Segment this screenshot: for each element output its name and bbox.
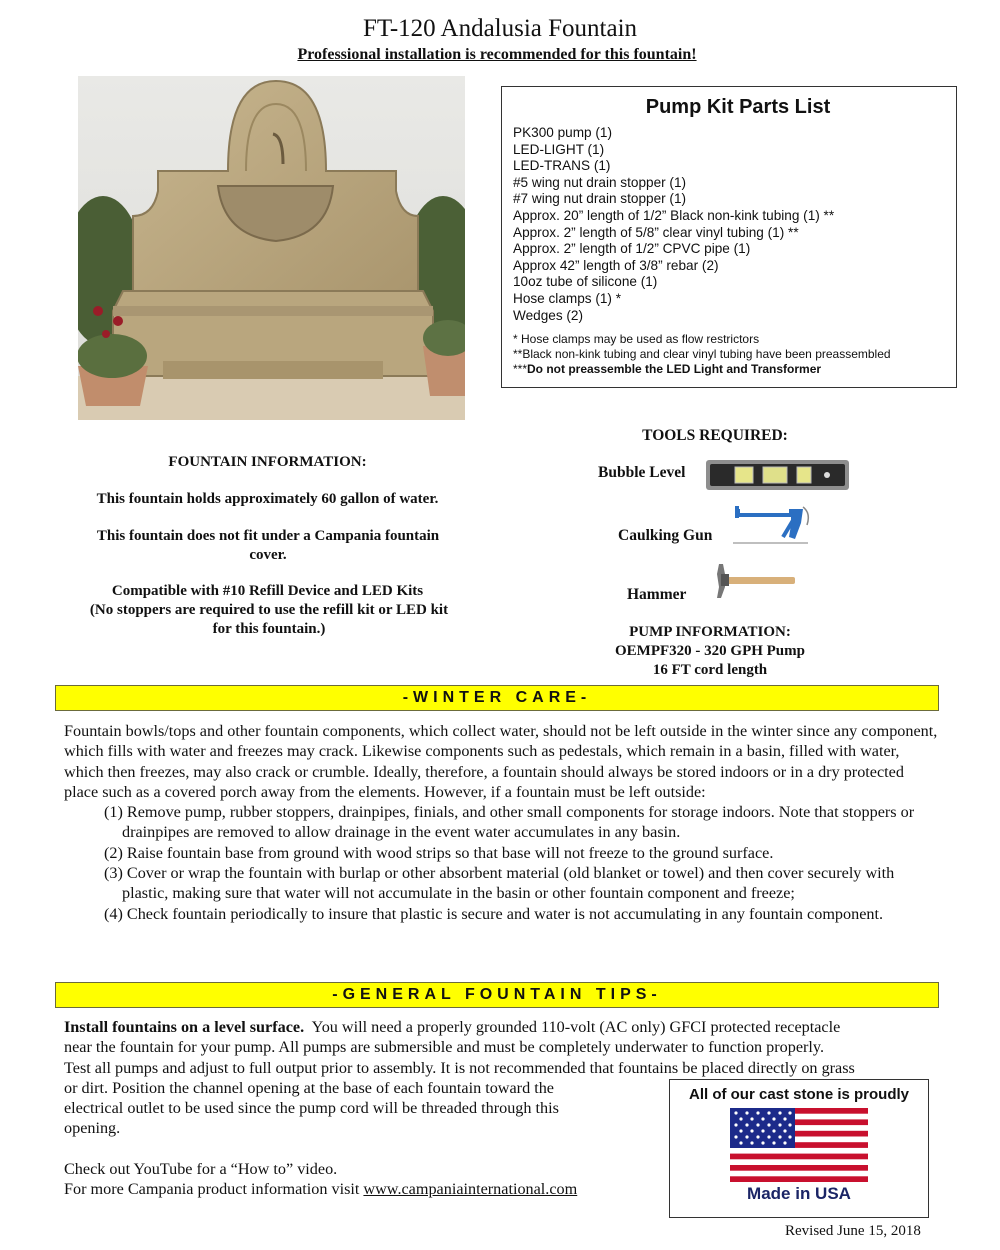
fountain-compatibility: Compatible with #10 Refill Device and LED Kits [111, 583, 424, 599]
hammer-icon [713, 562, 798, 605]
winter-care-step: (1) Remove pump, rubber stoppers, drainpipes, finials, and other small components for storage indoors. Note that stoppers or drainpipes are removed to allow drainage in the event water accumulates in any basin. [104, 803, 915, 842]
pump-cord-length: 16 FT cord length [652, 662, 768, 678]
fountain-capacity: This fountain holds approximately 60 gallon of water. [96, 491, 439, 507]
fountain-image-icon [78, 76, 465, 420]
website-link[interactable]: www.campaniainternational.com [363, 1180, 578, 1199]
tools-title: TOOLS REQUIRED: [642, 427, 788, 444]
document-title: FT-120 Andalusia Fountain [362, 15, 638, 42]
winter-care-steps [64, 802, 939, 924]
parts-list-item: LED-LIGHT (1) [513, 141, 605, 157]
tips-line-3: Test all pumps and adjust to full output prior to assembly. It is not recommended that fountains be placed directly on grass [64, 1058, 855, 1077]
tool-label-bubble-level: Bubble Level [598, 464, 686, 481]
fountain-compatibility-note: (No stoppers are required to use the refill kit or LED kit for this fountain.) [89, 602, 449, 637]
pump-info-title: PUMP INFORMATION: [629, 624, 791, 640]
document-subtitle: Professional installation is recommended for this fountain! [297, 46, 697, 63]
parts-notes [502, 332, 956, 377]
parts-list-item: Wedges (2) [513, 307, 584, 323]
general-tips-banner: -GENERAL FOUNTAIN TIPS- [55, 982, 939, 1008]
parts-list-item: 10oz tube of silicone (1) [513, 274, 658, 290]
winter-care-step: (2) Raise fountain base from ground with wood strips so that base will not freeze to the ground surface. [104, 843, 774, 862]
parts-list-item: Approx. 2” length of 1/2” CPVC pipe (1) [513, 241, 751, 257]
parts-note-prefix: *** [513, 362, 528, 377]
parts-list-item: LED-TRANS (1) [513, 158, 611, 174]
usa-badge-top-text: All of our cast stone is proudly [688, 1086, 910, 1103]
winter-care-step: (3) Cover or wrap the fountain with burlap or other absorbent material (old blanket or towel) and then cover securely with plastic, making sure that water will not accumulate in the basin or other fountain component and freeze; [104, 864, 895, 903]
fountain-cover-info: This fountain does not fit under a Campania fountain cover. [96, 528, 440, 563]
made-in-usa-badge [669, 1079, 929, 1218]
youtube-note: Check out YouTube for a “How to” video. [64, 1159, 338, 1178]
parts-note-warning [513, 362, 956, 377]
more-info-prefix: For more Campania product information visit [64, 1180, 364, 1199]
parts-list-title: Pump Kit Parts List [645, 96, 831, 118]
pump-kit-parts-box [501, 86, 957, 388]
tips-line [64, 1017, 944, 1037]
pump-model: OEMPF320 - 320 GPH Pump [615, 643, 805, 659]
tips-line-1: You will need a properly grounded 110-volt (AC only) GFCI protected receptacle [304, 1018, 841, 1036]
parts-list-item: PK300 pump (1) [513, 125, 612, 140]
winter-care-section [64, 721, 939, 924]
winter-care-banner: -WINTER CARE- [55, 685, 939, 711]
parts-list-item: Approx. 20” length of 1/2” Black non-kink tubing (1) ** [513, 207, 835, 223]
parts-list-item: Approx 42” length of 3/8” rebar (2) [513, 257, 719, 273]
tips-line-5: electrical outlet to be used since the pump cord will be threaded through this [64, 1099, 559, 1118]
pump-info [575, 623, 845, 680]
fountain-photo [78, 76, 465, 420]
tips-line-4: or dirt. Position the channel opening at the base of each fountain toward the [64, 1078, 554, 1097]
tips-line-2: near the fountain for your pump. All pumps are submersible and must be completely underwater to function properly. [64, 1038, 825, 1057]
parts-note: * Hose clamps may be used as flow restrictors [513, 332, 760, 347]
parts-list [502, 125, 956, 324]
parts-note-bold: Do not preassemble the LED Light and Transformer [527, 362, 822, 377]
winter-care-intro: Fountain bowls/tops and other fountain components, which collect water, should not be left outside in the winter since any component, which fills with water and freezes may crack. Likewise components such as pedestals, which remain in a basin, filled with water, which then freezes, may also crack or crumble. Ideally, therefore, a fountain should always be stored indoors or in a dry protected place such as a covered porch away from the elements. However, if a fountain must be left outside: [64, 722, 938, 801]
fountain-info-title: FOUNTAIN INFORMATION: [168, 454, 367, 470]
parts-list-item: #7 wing nut drain stopper (1) [513, 191, 687, 207]
parts-list-item: Approx. 2” length of 5/8” clear vinyl tubing (1) ** [513, 224, 799, 240]
parts-note: **Black non-kink tubing and clear vinyl tubing have been preassembled [513, 347, 891, 362]
revision-date: Revised June 15, 2018 [785, 1223, 921, 1239]
tips-lead: Install fountains on a level surface. [64, 1018, 305, 1036]
usa-badge-bottom-text: Made in USA [747, 1184, 851, 1203]
us-flag-icon [730, 1108, 868, 1182]
caulking-gun-icon [733, 503, 813, 550]
tool-label-hammer: Hammer [627, 586, 687, 603]
tips-line-6: opening. [64, 1119, 121, 1138]
parts-list-item: Hose clamps (1) * [513, 290, 622, 306]
winter-care-step: (4) Check fountain periodically to insure that plastic is secure and water is not accumulating in any fountain component. [104, 904, 884, 923]
bubble-level-icon [705, 459, 850, 496]
tool-label-caulking-gun: Caulking Gun [618, 527, 713, 544]
parts-list-item: #5 wing nut drain stopper (1) [513, 174, 687, 190]
